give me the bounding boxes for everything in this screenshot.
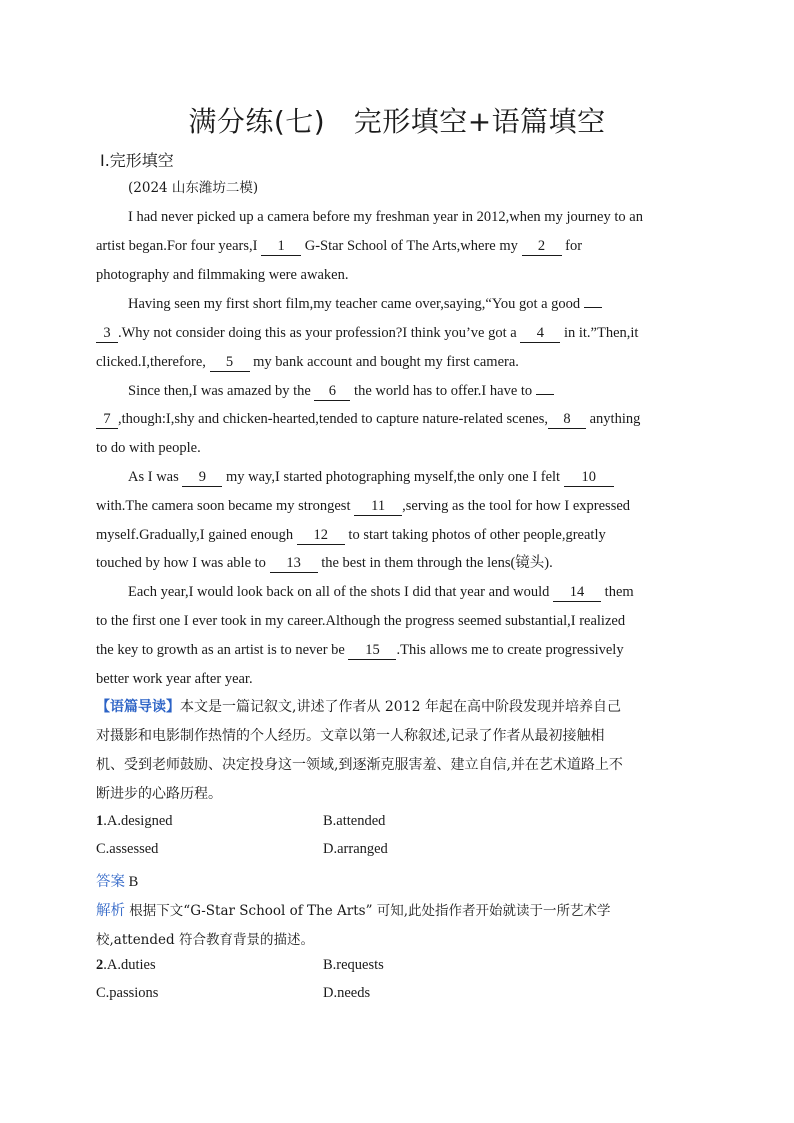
blank-14: 14 <box>553 584 601 602</box>
passage-line: touched by how I was able to 13 the best in them through the lens(镜头). <box>96 555 553 571</box>
blank-7: 7 <box>96 411 118 429</box>
passage-line: with.The camera soon became my strongest 11 ,serving as the tool for how I expressed <box>96 498 631 514</box>
passage-line: to do with people. <box>96 440 201 456</box>
blank-9: 9 <box>182 469 222 487</box>
q2-option-a: 2.A.duties <box>96 957 156 973</box>
q2-option-c: C.passions <box>96 985 159 1001</box>
passage-line: to the first one I ever took in my career.Although the progress seemed substantial,I realized <box>96 613 626 629</box>
source-note: (2024 山东潍坊二模) <box>128 180 259 196</box>
q1-option-d: D.arranged <box>323 841 388 857</box>
reading-guide-line: 机、受到老师鼓励、决定投身这一领域,到逐渐克服害羞、建立自信,并在艺术道路上不 <box>96 757 623 773</box>
passage-line: artist began.For four years,I 1 G-Star School of The Arts,where my 2 for <box>96 238 583 254</box>
question-number: 1 <box>96 813 104 829</box>
passage-line: myself.Gradually,I gained enough 12 to start taking photos of other people,greatly <box>96 527 606 543</box>
passage-line: As I was 9 my way,I started photographing myself,the only one I felt 10 <box>128 467 614 487</box>
reading-guide: 【语篇导读】本文是一篇记叙文,讲述了作者从 2012 年起在高中阶段发现并培养自己 <box>96 699 621 715</box>
q1-explanation-line: 校,attended 符合教育背景的描述。 <box>96 932 314 948</box>
q1-answer: 答案 B <box>96 874 139 890</box>
passage-line: Having seen my first short film,my teacher came over,saying,“You got a good <box>128 294 602 314</box>
blank-6: 6 <box>314 383 350 401</box>
passage-line: photography and filmmaking were awaken. <box>96 267 349 283</box>
blank-1: 1 <box>261 238 301 256</box>
blank-11: 11 <box>354 498 402 516</box>
blank-12: 12 <box>297 527 345 545</box>
guide-label: 【语篇导读】 <box>96 699 180 715</box>
reading-guide-line: 对摄影和电影制作热情的个人经历。文章以第一人称叙述,记录了作者从最初接触相 <box>96 728 605 744</box>
blank-13: 13 <box>270 555 318 573</box>
reading-guide-line: 断进步的心路历程。 <box>96 786 222 802</box>
passage-line: clicked.I,therefore, 5 my bank account and bought my first camera. <box>96 354 519 370</box>
q1-option-a: 1.A.designed <box>96 813 173 829</box>
blank-8: 8 <box>548 411 586 429</box>
passage-line: I had never picked up a camera before my freshman year in 2012,when my journey to an <box>128 209 643 225</box>
explain-label: 解析 <box>96 903 125 919</box>
section-heading: Ⅰ.完形填空 <box>100 151 174 170</box>
blank-15: 15 <box>348 642 396 660</box>
answer-label: 答案 <box>96 874 125 890</box>
page-title: 满分练(七) 完形填空+语篇填空 <box>188 105 606 138</box>
q2-option-b: B.requests <box>323 957 384 973</box>
q1-option-b: B.attended <box>323 813 386 829</box>
q1-explanation: 解析 根据下文“G-Star School of The Arts” 可知,此处指作者开始就读于一所艺术学 <box>96 903 611 919</box>
passage-line: 3 .Why not consider doing this as your profession?I think you’ve got a 4 in it.”Then,it <box>96 323 638 343</box>
passage-line: better work year after year. <box>96 671 253 687</box>
passage-line: 7 ,though:I,shy and chicken-hearted,tended to capture nature-related scenes, 8 anything <box>96 409 640 429</box>
blank-7-start <box>536 394 554 395</box>
blank-3: 3 <box>96 325 118 343</box>
passage-line: the key to growth as an artist is to never be 15 .This allows me to create progressively <box>96 642 624 658</box>
blank-5: 5 <box>210 354 250 372</box>
question-number: 2 <box>96 957 104 973</box>
passage-line: Each year,I would look back on all of the shots I did that year and would 14 them <box>128 584 634 600</box>
q2-option-d: D.needs <box>323 985 371 1001</box>
blank-3-start <box>584 307 602 308</box>
q1-option-c: C.assessed <box>96 841 159 857</box>
blank-2: 2 <box>522 238 562 256</box>
blank-4: 4 <box>520 325 560 343</box>
blank-10: 10 <box>564 469 614 487</box>
passage-line: Since then,I was amazed by the 6 the world has to offer.I have to <box>128 381 554 401</box>
